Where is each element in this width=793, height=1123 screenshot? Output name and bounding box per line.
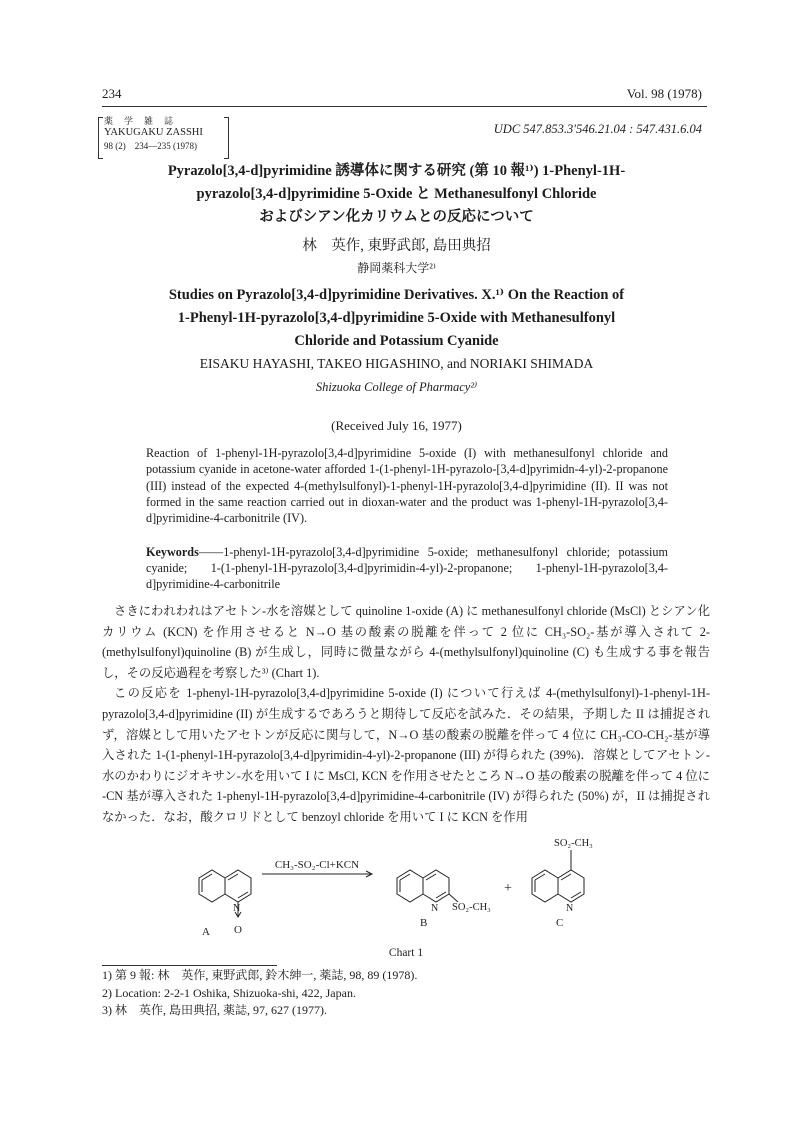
title-en-line2: 1-Phenyl-1H-pyrazolo[3,4-d]pyrimidine 5-Oxide with Methanesulfonyl xyxy=(177,310,616,326)
quinoline-a-structure xyxy=(199,870,251,917)
keywords xyxy=(146,544,668,592)
label-a: A xyxy=(202,926,210,938)
affiliation-en: Shizuoka College of Pharmacy²⁾ xyxy=(315,380,478,394)
footnote-3: 3) 林 英作, 島田典招, 薬誌, 97, 627 (1977). xyxy=(102,1003,327,1017)
n-label-b: N xyxy=(431,903,439,914)
page-number: 234 xyxy=(102,86,122,101)
footnotes xyxy=(102,967,417,1020)
footnote-1: 1) 第 9 報: 林 英作, 東野武郎, 鈴木紳一, 薬誌, 98, 89 (1978). xyxy=(102,968,418,982)
keywords-text: ——1-phenyl-1H-pyrazolo[3,4-d]pyrimidine 5-oxide; methanesulfonyl chloride; potassium cyanide; 1-(1-phenyl-1H-pyrazolo[3,4-d]pyrimidin-4-yl)-2-propanone; 1-phenyl-1H-pyrazolo[3,4-d]pyrimidine-4-carbonitrile xyxy=(146,545,668,591)
affiliation-ja: 静岡薬科大学²⁾ xyxy=(357,261,436,275)
journal-citation-box xyxy=(98,117,238,151)
n-label-a: N xyxy=(233,903,241,914)
body-paragraph-2: この反応を 1-phenyl-1H-pyrazolo[3,4-d]pyrimidine 5-oxide (I) について行えば 4-(methylsulfonyl)-1-phenyl-1H-pyrazolo[3,4-d]pyrimidine (II) が生成するであろうと期待して反応を試みた．その結果，予期した II は捕捉されず，溶媒として用いたアセトンが反応に関与して，N→O 基の酸素の脱離を伴って 4 位に CH₃-CO-CH₂-基が導入された 1-(1-phenyl-1H-pyrazolo[3,4-d]pyrimidin-4-yl)-2-propanone (III) が得られた (39%)．溶媒としてアセトン-水のかわりにジオキサン-水を用いて I に MsCl, KCN を作用させたところ N→O 基の酸素の脱離を伴って 4 位に -CN 基が導入された 1-phenyl-1H-pyrazolo[3,4-d]pyrimidine-4-carbonitrile (IV) が得られた (50%) が，II は捕捉されなかった．なお，酸クロリドとして benzoyl chloride を用いて I に KCN を作用 xyxy=(102,686,710,824)
title-ja-line2: pyrazolo[3,4-d]pyrimidine 5-Oxide と Methanesulfonyl Chloride xyxy=(196,186,597,202)
quinoline-c-structure xyxy=(532,850,584,902)
n-label-c: N xyxy=(566,903,574,914)
journal-issue: 98 (2) 234—235 (1978) xyxy=(104,141,197,151)
journal-name-ja: 薬 学 雑 誌 xyxy=(104,116,175,126)
title-en-line3: Chloride and Potassium Cyanide xyxy=(294,333,499,349)
title-ja xyxy=(0,160,793,229)
journal-name-en: YAKUGAKU ZASSHI xyxy=(104,127,203,138)
label-c: C xyxy=(556,917,564,929)
plus-sign: + xyxy=(504,881,512,896)
authors-en: EISAKU HAYASHI, TAKEO HIGASHINO, and NORIAKI SHIMADA xyxy=(199,356,594,371)
footnote-rule xyxy=(102,965,277,966)
title-ja-line3: およびシアン化カリウムとの反応について xyxy=(259,209,534,225)
udc-code: UDC 547.853.3'546.21.04 : 547.431.6.04 xyxy=(493,122,702,136)
abstract: Reaction of 1-phenyl-1H-pyrazolo[3,4-d]pyrimidine 5-oxide (I) with methanesulfonyl chloride and potassium cyanide in acetone-water afforded 1-(1-phenyl-1H-pyrazolo-[3,4-d]pyrimidn-4-yl)-2-propanone (III) instead of the expected 4-(methylsulfonyl)-1-phenyl-1H-pyrazolo[3,4-d]pyrimidine (II). II was not formed in the same reaction carried out in dioxan-water and the product was 1-phenyl-1H-pyrazolo[3,4-d]pyrimidine-4-carbonitrile (IV). xyxy=(146,446,668,526)
authors-ja: 林 英作, 東野武郎, 島田典招 xyxy=(302,238,491,254)
n-oxide-o: O xyxy=(234,924,242,936)
chart-caption: Chart 1 xyxy=(388,947,424,959)
reagent-label: CH₃-SO₂-Cl+KCN xyxy=(274,859,360,871)
footnote-2: 2) Location: 2-2-1 Oshika, Shizuoka-shi, 422, Japan. xyxy=(102,985,356,1000)
volume-label: Vol. 98 (1978) xyxy=(626,86,702,101)
received-date: (Received July 16, 1977) xyxy=(331,418,462,433)
c-substituent: SO₂-CH₃ xyxy=(554,838,593,849)
title-en-line1: Studies on Pyrazolo[3,4-d]pyrimidine Derivatives. X.¹⁾ On the Reaction of xyxy=(168,287,625,303)
header-rule xyxy=(102,106,707,107)
title-ja-line1: Pyrazolo[3,4-d]pyrimidine 誘導体に関する研究 (第 10 報¹⁾) 1-Phenyl-1H- xyxy=(167,163,626,179)
body-paragraph-1: さきにわれわれはアセトン-水を溶媒として quinoline 1-oxide (A) に methanesulfonyl chloride (MsCl) とシアン化カリウム (KCN) を作用させると N→O 基の酸素の脱離を伴って 2 位に CH₃-SO₂-基が導入されて 2-(methylsulfonyl)quinoline (B) が生成し，同時に微量ながら 4-(methylsulfonyl)quinoline (C) も生成する事を報告し，その反応過程を考察した³⁾ (Chart 1). xyxy=(102,604,710,680)
keywords-label: Keywords xyxy=(146,545,199,559)
b-substituent: SO₂-CH₃ xyxy=(452,902,491,913)
label-b: B xyxy=(420,917,428,929)
chart-1-scheme xyxy=(102,756,710,966)
quinoline-b-structure xyxy=(397,870,458,902)
title-en xyxy=(0,284,793,353)
